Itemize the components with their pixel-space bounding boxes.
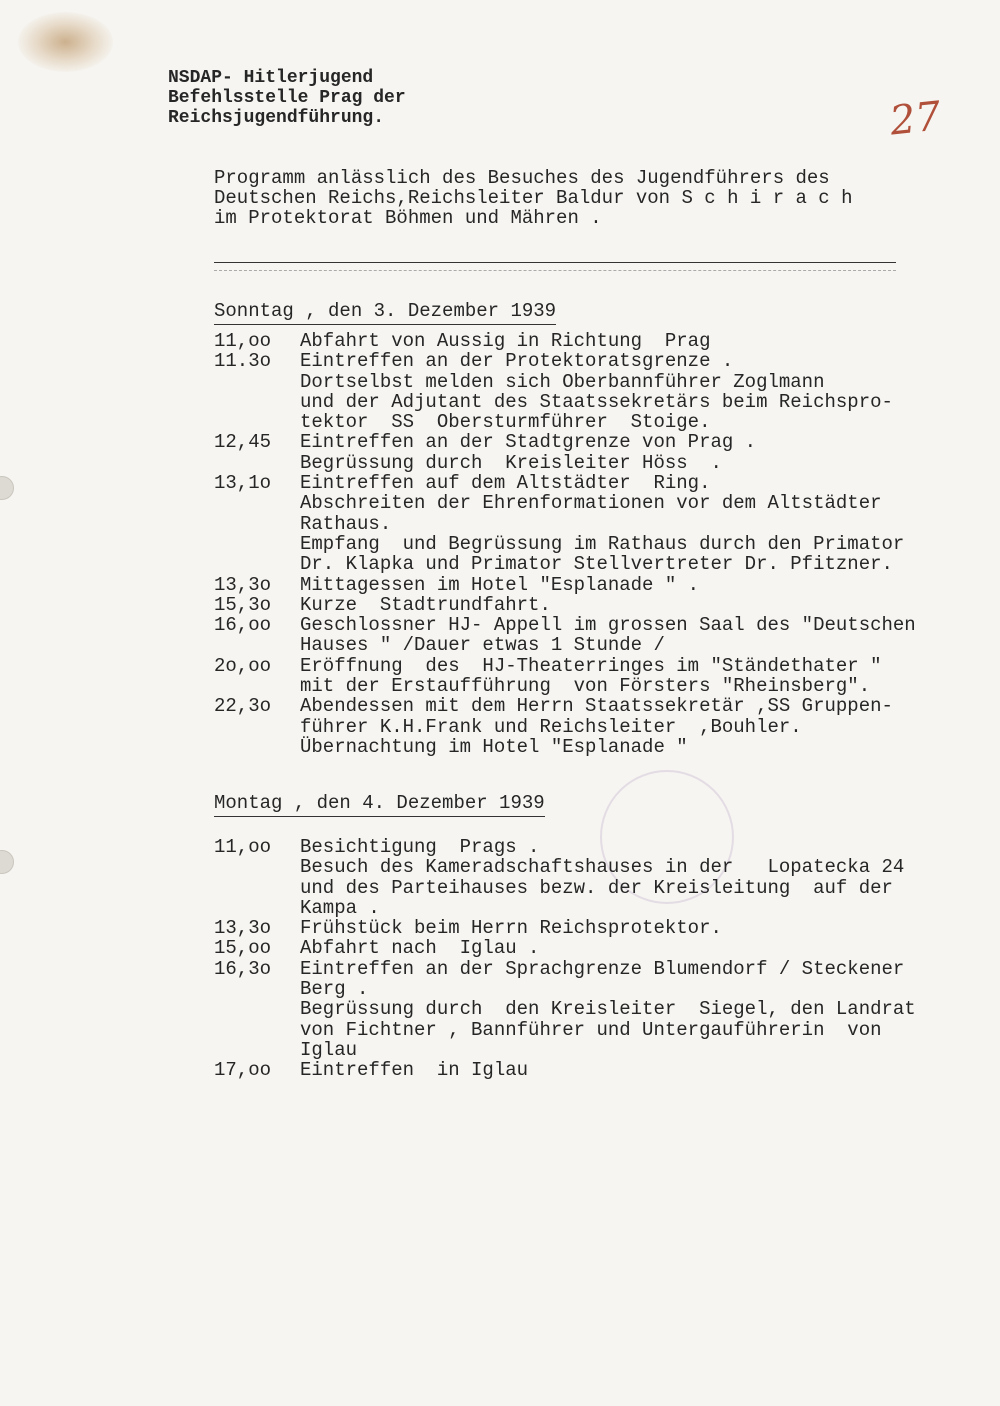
entry-line: Eintreffen auf dem Altstädter Ring.: [300, 472, 711, 495]
entry-time: 16,oo: [214, 614, 272, 637]
entry-line: Abfahrt von Aussig in Richtung Prag: [300, 330, 711, 352]
title-line: Deutschen Reichs,Reichsleiter Baldur von S c h i r a c h: [214, 187, 853, 209]
entry-line: von Fichtner , Bannführer und Untergauführerin von: [300, 1018, 882, 1041]
schedule-entry: [214, 1060, 916, 1080]
letterhead-line: Reichsjugendführung.: [168, 108, 385, 128]
entry-text: [300, 837, 904, 918]
schedule-entry: [214, 432, 916, 473]
letterhead-line: Befehlsstelle Prag der: [168, 88, 406, 108]
title-line: im Protektorat Böhmen und Mähren .: [214, 207, 602, 229]
entry-line: und der Adjutant des Staatssekretärs beim Reichspro-: [300, 390, 893, 413]
entry-time: 22,3o: [214, 695, 272, 718]
divider-rule: [214, 262, 896, 263]
punch-hole: [0, 476, 14, 500]
schedule-entry: [214, 959, 916, 1060]
entry-text: [300, 1060, 528, 1080]
entry-line: Eintreffen an der Stadtgrenze von Prag .: [300, 431, 757, 454]
entry-time: 12,45: [214, 431, 272, 454]
entry-time: 15,3o: [214, 593, 272, 616]
day-heading-sunday: Sonntag , den 3. Dezember 1939: [214, 300, 556, 325]
schedule-monday: [214, 837, 916, 1081]
day-heading-monday: Montag , den 4. Dezember 1939: [214, 792, 545, 817]
schedule-entry: [214, 615, 916, 656]
entry-time: 11,oo: [214, 330, 272, 352]
entry-line: Begrüssung durch den Kreisleiter Siegel, den Landrat: [300, 998, 916, 1021]
entry-line: Eintreffen in Iglau: [300, 1059, 529, 1082]
entry-text: [300, 473, 904, 574]
entry-line: Abfahrt nach Iglau .: [300, 937, 540, 960]
divider-dashed: [214, 270, 896, 271]
entry-line: Frühstück beim Herrn Reichsprotektor.: [300, 917, 722, 940]
entry-text: [300, 938, 539, 958]
entry-time: 13,3o: [214, 573, 272, 596]
schedule-sunday: [214, 331, 916, 757]
entry-time: 2o,oo: [214, 654, 272, 677]
entry-line: Mittagessen im Hotel "Esplanade " .: [300, 573, 700, 596]
entry-line: Eintreffen an der Sprachgrenze Blumendorf / Steckener: [300, 957, 905, 980]
entry-text: [300, 575, 699, 595]
schedule-entry: [214, 837, 916, 918]
rust-stain: [18, 12, 113, 72]
entry-time: 13,1o: [214, 472, 272, 495]
entry-line: Abschreiten der Ehrenformationen vor dem Altstädter: [300, 492, 882, 515]
entry-line: Eröffnung des HJ-Theaterringes im "Ständethater ": [300, 654, 882, 677]
entry-line: und des Parteihauses bezw. der Kreisleitung auf der: [300, 876, 893, 899]
entry-line: Kurze Stadtrundfahrt.: [300, 593, 551, 616]
entry-text: [300, 595, 551, 615]
punch-hole: [0, 850, 14, 874]
entry-text: [300, 959, 916, 1060]
letterhead-line: NSDAP- Hitlerjugend: [168, 68, 374, 88]
entry-line: Begrüssung durch Kreisleiter Höss .: [300, 451, 722, 474]
schedule-entry: [214, 351, 916, 432]
entry-text: [300, 696, 893, 757]
schedule-entry: [214, 473, 916, 574]
entry-time: 15,oo: [214, 937, 272, 960]
schedule-entry: [214, 938, 916, 958]
schedule-entry: [214, 696, 916, 757]
schedule-entry: [214, 331, 916, 351]
entry-line: Eintreffen an der Protektoratsgrenze .: [300, 350, 734, 373]
schedule-entry: [214, 918, 916, 938]
entry-line: Berg .: [300, 978, 369, 1001]
entry-text: [300, 432, 756, 473]
entry-line: Rathaus.: [300, 512, 392, 535]
entry-line: Dortselbst melden sich Oberbannführer Zoglmann: [300, 370, 825, 393]
entry-time: 13,3o: [214, 917, 272, 940]
entry-line: Kampa .: [300, 896, 380, 919]
entry-line: Hauses " /Dauer etwas 1 Stunde /: [300, 634, 665, 657]
entry-time: 17,oo: [214, 1059, 272, 1082]
entry-line: Geschlossner HJ- Appell im grossen Saal des "Deutschen: [300, 614, 916, 637]
entry-line: tektor SS Obersturmführer Stoige.: [300, 411, 711, 434]
entry-line: Iglau: [300, 1038, 358, 1061]
schedule-entry: [214, 595, 916, 615]
entry-text: [300, 656, 882, 697]
entry-line: Dr. Klapka und Primator Stellvertreter Dr. Pfitzner.: [300, 553, 893, 576]
schedule-entry: [214, 656, 916, 697]
entry-line: Abendessen mit dem Herrn Staatssekretär ,SS Gruppen-: [300, 695, 893, 718]
entry-line: Besuch des Kameradschaftshauses in der Lopatecka 24: [300, 856, 905, 879]
entry-time: 16,3o: [214, 957, 272, 980]
entry-time: 11,oo: [214, 836, 272, 858]
entry-line: mit der Erstaufführung von Försters "Rheinsberg".: [300, 675, 871, 698]
entry-text: [300, 351, 893, 432]
entry-line: Empfang und Begrüssung im Rathaus durch den Primator: [300, 532, 905, 555]
title-line: Programm anlässlich des Besuches des Jugendführers des: [214, 167, 830, 189]
entry-line: Übernachtung im Hotel "Esplanade ": [300, 735, 688, 758]
program-title: [214, 168, 853, 228]
entry-text: [300, 331, 710, 351]
handwritten-page-number: 27: [887, 93, 944, 145]
entry-line: führer K.H.Frank und Reichsleiter ,Bouhler.: [300, 715, 802, 738]
entry-text: [300, 615, 916, 656]
entry-line: Besichtigung Prags .: [300, 836, 540, 858]
schedule-entry: [214, 575, 916, 595]
entry-time: 11.3o: [214, 350, 272, 373]
entry-text: [300, 918, 722, 938]
letterhead: [168, 68, 406, 128]
